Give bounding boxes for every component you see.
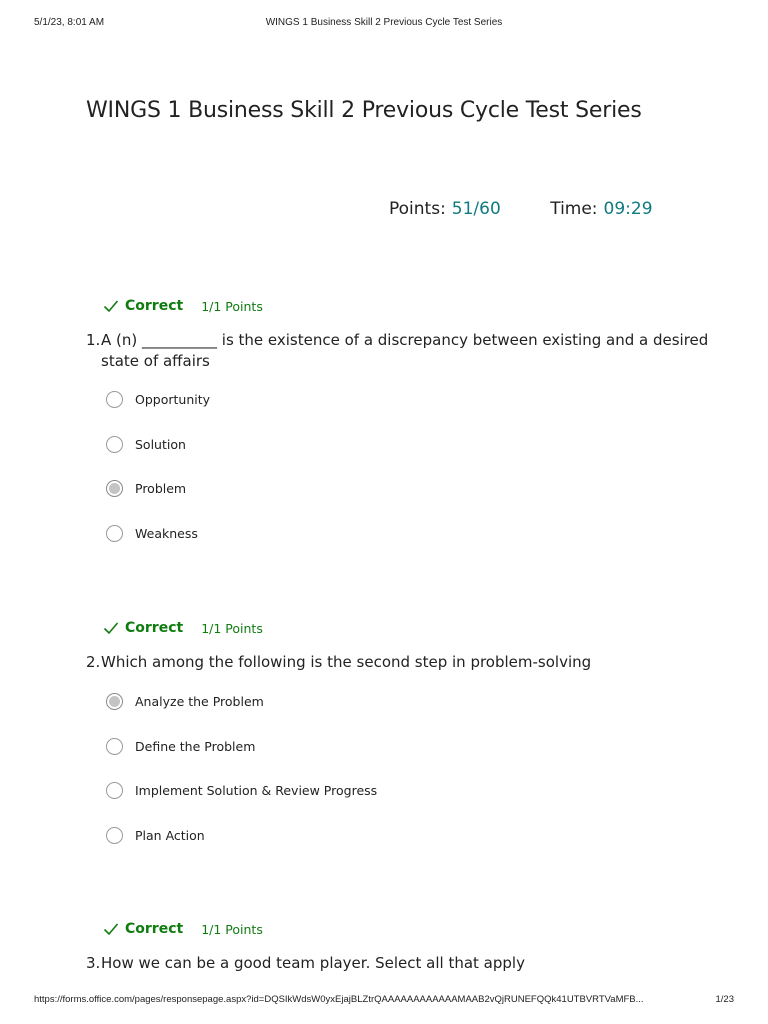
question-result bbox=[103, 618, 263, 638]
option[interactable] bbox=[106, 388, 210, 410]
radio-button[interactable] bbox=[106, 525, 123, 542]
time-value: 09:29 bbox=[603, 199, 653, 219]
points-earned: 1/1 Points bbox=[201, 921, 263, 937]
question-result bbox=[103, 919, 263, 939]
option[interactable] bbox=[106, 433, 186, 455]
question-prompt: How we can be a good team player. Select all that apply bbox=[101, 954, 525, 972]
question-result bbox=[103, 296, 263, 316]
checkmark-icon bbox=[103, 299, 119, 313]
checkmark-icon bbox=[103, 922, 119, 936]
radio-button[interactable] bbox=[106, 738, 123, 755]
radio-button[interactable] bbox=[106, 827, 123, 844]
option-label: Plan Action bbox=[135, 827, 205, 843]
question-number: 2. bbox=[86, 653, 101, 671]
print-datetime: 5/1/23, 8:01 AM bbox=[34, 17, 105, 28]
option-label: Weakness bbox=[135, 525, 198, 541]
option-label: Opportunity bbox=[135, 391, 211, 407]
question-number: 1. bbox=[86, 331, 101, 349]
print-doc-title: WINGS 1 Business Skill 2 Previous Cycle Test Series bbox=[265, 17, 503, 28]
radio-button[interactable] bbox=[106, 391, 123, 408]
form-title: WINGS 1 Business Skill 2 Previous Cycle Test Series bbox=[86, 98, 642, 123]
page-number: 1/23 bbox=[715, 994, 734, 1005]
option-label: Solution bbox=[135, 436, 186, 452]
points-label: Points: bbox=[389, 199, 446, 219]
question-text bbox=[86, 652, 711, 673]
radio-button-selected[interactable] bbox=[106, 480, 123, 497]
option[interactable] bbox=[106, 477, 186, 499]
time-label: Time: bbox=[550, 199, 598, 219]
option[interactable] bbox=[106, 735, 255, 757]
option-label: Problem bbox=[135, 480, 187, 496]
points-value: 51/60 bbox=[451, 199, 501, 219]
question-prompt: Which among the following is the second step in problem-solving bbox=[101, 653, 592, 671]
result-label: Correct bbox=[125, 298, 184, 314]
option[interactable] bbox=[106, 824, 205, 846]
question-text bbox=[86, 953, 711, 974]
points-earned: 1/1 Points bbox=[201, 620, 263, 636]
option-label: Implement Solution & Review Progress bbox=[135, 782, 378, 798]
option[interactable] bbox=[106, 779, 377, 801]
score-summary bbox=[389, 199, 653, 219]
result-label: Correct bbox=[125, 921, 184, 937]
checkmark-icon bbox=[103, 621, 119, 635]
print-url: https://forms.office.com/pages/responsepage.aspx?id=DQSIkWdsW0yxEjajBLZtrQAAAAAAAAAAAAMAAB2vQjRUNEFQQk41UTBVRTVaMFB... bbox=[34, 994, 644, 1005]
points-earned: 1/1 Points bbox=[201, 298, 263, 314]
radio-button[interactable] bbox=[106, 436, 123, 453]
question-text bbox=[86, 330, 711, 372]
question-number: 3. bbox=[86, 954, 101, 972]
option[interactable] bbox=[106, 522, 198, 544]
result-label: Correct bbox=[125, 620, 184, 636]
question-prompt: A (n) __________ is the existence of a discrepancy between existing and a desired state of affairs bbox=[101, 331, 709, 370]
option-label: Analyze the Problem bbox=[135, 693, 264, 709]
print-footer bbox=[34, 994, 734, 1008]
print-header bbox=[34, 17, 734, 31]
option-label: Define the Problem bbox=[135, 738, 256, 754]
radio-button-selected[interactable] bbox=[106, 693, 123, 710]
option[interactable] bbox=[106, 690, 264, 712]
radio-button[interactable] bbox=[106, 782, 123, 799]
